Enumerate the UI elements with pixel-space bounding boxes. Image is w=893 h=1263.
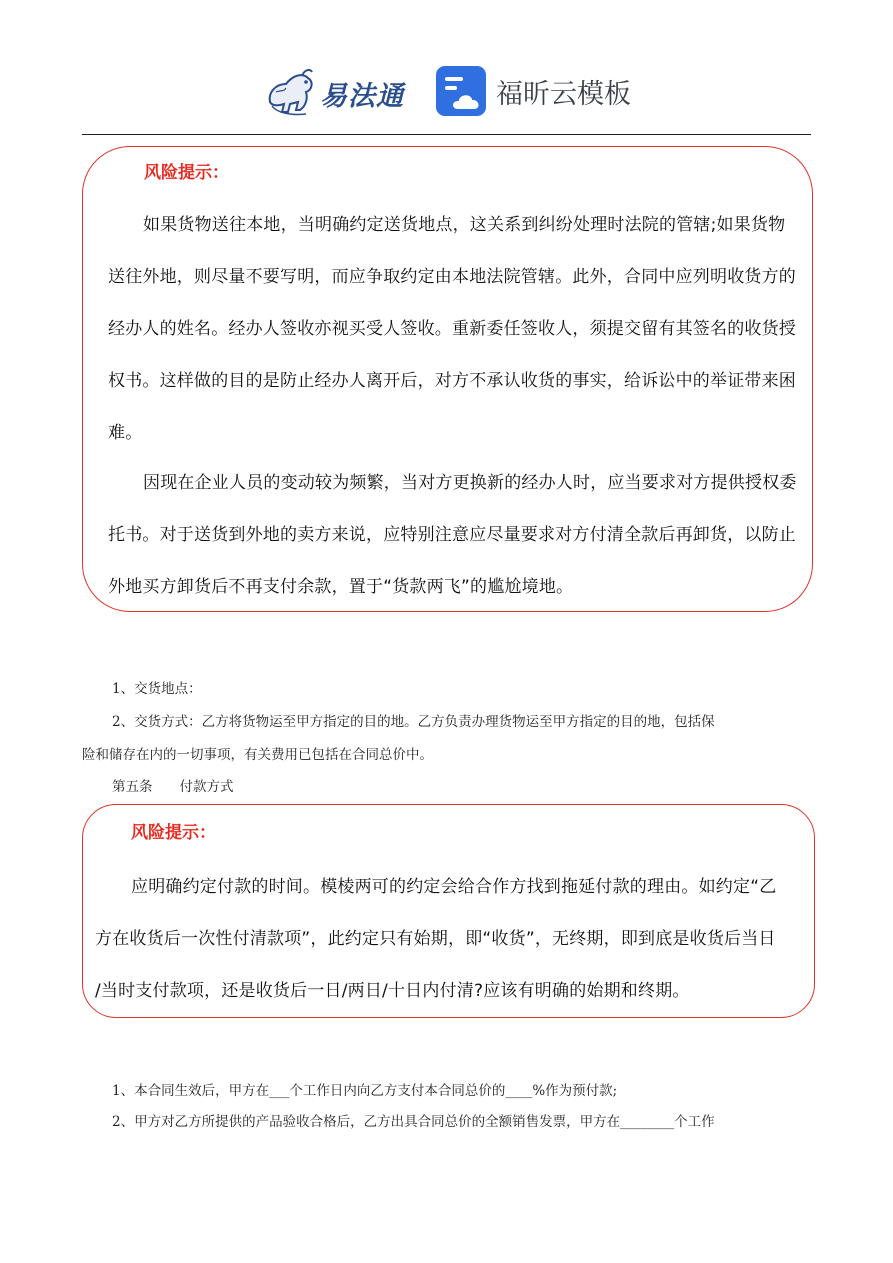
payment-item: 1、本合同生效后，甲方在___个工作日内向乙方支付本合同总价的____%作为预付款; <box>112 1083 618 1099</box>
article-five-heading: 第五条 付款方式 <box>112 779 234 795</box>
yifatong-name: 易法通 <box>320 81 404 112</box>
cloud-document-icon <box>436 66 486 116</box>
header-divider <box>82 134 811 135</box>
risk-notice-line: 送往外地，则尽量不要写明，而应争取约定由本地法院管辖。此外，合同中应列明收货方的 <box>108 267 796 287</box>
risk-notice-line: 应明确约定付款的时间。模棱两可的约定会给合作方找到拖延付款的理由。如约定“乙 <box>131 877 777 897</box>
delivery-method-item-cont: 险和储存在内的一切事项，有关费用已包括在合同总价中。 <box>82 747 433 763</box>
risk-notice-line: /当时支付款项，还是收货后一日/两日/十日内付清?应该有明确的始期和终期。 <box>95 981 690 1001</box>
risk-notice-line: 经办人的姓名。经办人签收亦视买受人签收。重新委任签收人，须提交留有其签名的收货授 <box>108 319 796 339</box>
delivery-method-item: 2、交货方式：乙方将货物运至甲方指定的目的地。乙方负责办理货物运至甲方指定的目的地，包括保 <box>112 714 715 730</box>
qilin-logo-icon <box>262 62 322 118</box>
risk-notice-line: 外地买方卸货后不再支付余款，置于“货款两飞”的尴尬境地。 <box>108 577 574 597</box>
page-header <box>0 58 893 122</box>
risk-notice-line: 托书。对于送货到外地的卖方来说，应特别注意应尽量要求对方付清全款后再卸货，以防止 <box>108 525 796 545</box>
risk-notice-line: 难。 <box>108 423 143 443</box>
risk-notice-title: 风险提示： <box>144 163 229 183</box>
risk-notice-line: 方在收货后一次性付清款项”，此约定只有始期，即“收货”，无终期，即到底是收货后当日 <box>95 929 776 949</box>
risk-notice-line: 如果货物送往本地，当明确约定送货地点，这关系到纠纷处理时法院的管辖;如果货物 <box>143 215 786 235</box>
delivery-place-item: 1、交货地点： <box>112 681 202 697</box>
risk-notice-line: 权书。这样做的目的是防止经办人离开后，对方不承认收货的事实，给诉讼中的举证带来困 <box>108 371 796 391</box>
risk-notice-line: 因现在企业人员的变动较为频繁，当对方更换新的经办人时，应当要求对方提供授权委 <box>143 473 797 493</box>
yifatong-brand <box>262 62 414 118</box>
payment-item: 2、甲方对乙方所提供的产品验收合格后，乙方出具合同总价的全额销售发票，甲方在________个工作 <box>112 1114 715 1130</box>
fuxin-template-name: 福昕云模板 <box>496 79 631 110</box>
risk-notice-title: 风险提示： <box>131 823 216 843</box>
